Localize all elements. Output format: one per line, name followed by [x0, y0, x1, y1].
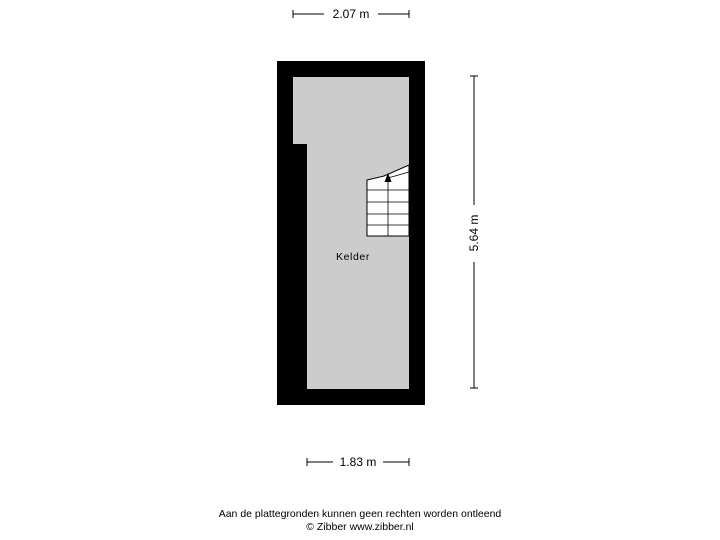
footer-disclaimer: Aan de plattegronden kunnen geen rechten worden ontleend: [218, 508, 502, 520]
room-label: Kelder: [336, 251, 370, 263]
top-dimension-label: 2.07 m: [332, 7, 370, 21]
bottom-dimension-label: 1.83 m: [339, 455, 377, 469]
right-dimension-label: 5.64 m: [467, 214, 481, 252]
top-dimension: [293, 7, 409, 21]
bottom-dimension: [307, 455, 409, 469]
footer-copyright: © Zibber www.zibber.nl: [306, 521, 414, 533]
right-dimension: [467, 76, 481, 388]
